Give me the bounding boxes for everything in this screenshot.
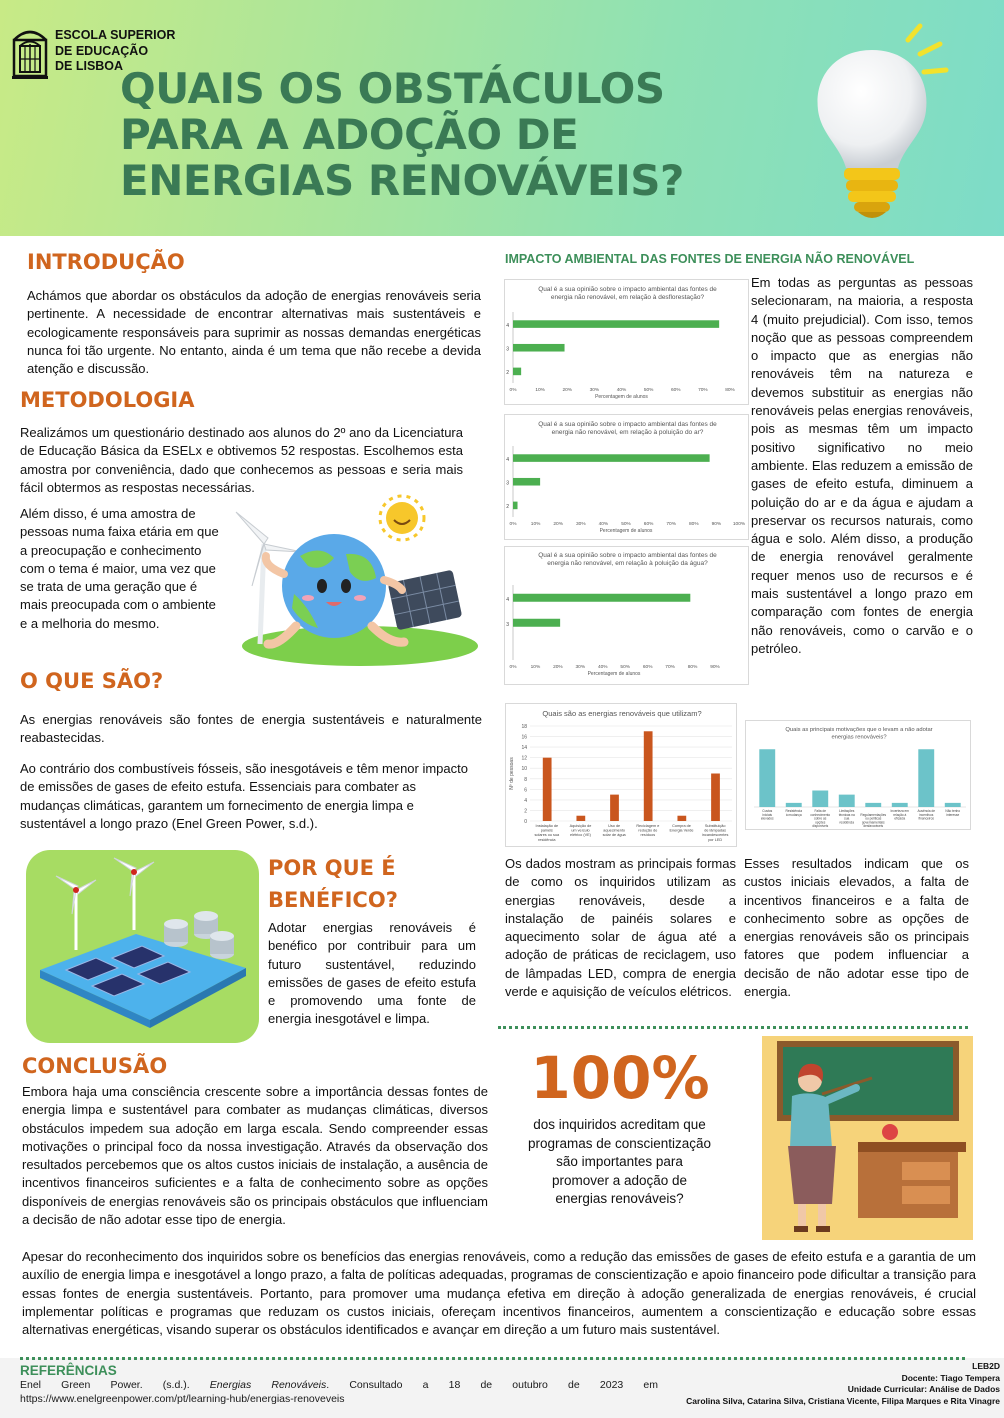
reference-entry [20, 1379, 658, 1393]
chart-category-label: Ausência de [917, 809, 936, 813]
school-name-line: ESCOLA SUPERIOR [55, 28, 176, 42]
chart-title-line: energia não renovável, em relação à desflorestação? [550, 294, 705, 301]
school-name-line: DE LISBOA [55, 59, 124, 73]
chart-category-label: um veículo [571, 828, 590, 833]
chart-category-label: Compra de [672, 824, 691, 828]
chart-category-label: Falta de [814, 809, 827, 813]
chart-tick-label: 16 [521, 734, 527, 741]
chart-category-label: residência [538, 837, 556, 842]
chart-category-label: governamentais [861, 820, 885, 825]
chart-axis-label: Percentagem de alunos [599, 528, 653, 534]
chart-category-label: Limitações [839, 809, 855, 813]
page-title-line: ENERGIAS RENOVÁVEIS? [120, 156, 684, 205]
conclusion-text-2: Apesar do reconhecimento dos inquiridos sobre os benefícios das energias renováveis, como a redução das emissões de gases de efeito estufa e a garantia de um auxílio de energia limpa e inesgotável a longo prazo, a falta de políticas adequadas, programas de conscientização e apoio financeiro pode dificultar a transição para essas fontes de energia sustentáveis. Portanto, para promover uma mudança efetiva em direção à adoção generalizada de energias renováveis, é crucial implementar políticas e programas que reduzam os custos iniciais, ofereçam incentivos financeiros, aumentem a conscientização e educação sobre essas alternativas energéticas, visando superar os obstáculos identificados e avançar em direção a um futuro mais sustentável. [22, 1249, 976, 1338]
chart-title: Quais são as energias renováveis que utilizam? [542, 709, 702, 718]
chart-category-label: ou políticas [865, 816, 882, 821]
chart-bar [513, 594, 690, 602]
impact-heading: IMPACTO AMBIENTAL DAS FONTES DE ENERGIA NÃO RENOVÁVEL [505, 252, 915, 266]
why-heading-line: BENÉFICO? [268, 888, 398, 912]
chart-title-line: energia não renovável, em relação à poluição do ar? [551, 429, 704, 436]
chart-tick-label: 40% [616, 388, 627, 393]
chart-category-label: Resistência [785, 809, 802, 813]
chart-tick-label: 10% [530, 665, 541, 670]
chart-tick-label: 90% [710, 665, 720, 670]
chart-bar [759, 749, 775, 807]
what-text-1: As energias renováveis são fontes de energia sustentáveis e naturalmente reabastecidas. [20, 712, 482, 746]
chart-category-label: à mudança [785, 812, 802, 817]
chart-category-label: redução de [638, 828, 658, 833]
chart-category-label: iniciais [762, 812, 773, 817]
chart-category-label: 3 [506, 480, 509, 487]
chart-category-label: técnicas na [838, 812, 855, 817]
chart-bar [892, 803, 908, 807]
chart-tick-label: 40% [597, 665, 608, 670]
chart-category-label: 3 [506, 621, 509, 628]
light-bulb-icon [800, 20, 950, 230]
chart-tick-label: 0 [524, 819, 527, 825]
chart-air-pollution [504, 414, 749, 540]
chart-water-pollution [504, 546, 749, 685]
chart-deforestation [504, 279, 749, 405]
divider-dotted-footer [20, 1357, 965, 1360]
chart-category-label: 4 [506, 456, 509, 463]
chart-category-label: Reciclagem e [636, 824, 660, 828]
chart-category-label: elevados [760, 816, 774, 821]
chart-category-label: relação à [893, 812, 907, 817]
chart-category-label: interesse [946, 812, 960, 817]
chart-bar [513, 619, 560, 627]
chart-category-label: Instalação de [535, 824, 559, 828]
chart-category-label: solares ou sua [534, 833, 560, 838]
impact-text: Em todas as perguntas as pessoas selecionaram, na maioria, a resposta 4 (muito prejudicial). Com isso, temos noção que as pessoas compreendem o impacto que as energias não renováveis têm na natureza e devemos substituir as energias não renováveis pelas energias renováveis, pois as mesmas têm um impacto positivo significativo no meio ambiente. Elas reduzem a emissão de gases de efeito estufa, diminuem a poluição do ar e da água e ajudam a preservar os recursos naturais, como água e solo. Além disso, a produção de energia renovável geralmente requer menos uso de recursos e é mais sustentável a longo prazo em comparação com fontes de energia não renováveis, como o carvão e o petróleo. [751, 275, 973, 656]
intro-text: Achámos que abordar os obstáculos da adoção de energias renováveis seria pertinente. A necessidade de encontrar alternativas mais sustentáveis e ecologicamente responsáveis para suprimir as nossas demandas energéticas nunca foi tão urgente. No entanto, ainda é um tema que não recebe a devida atenção e discussão. [27, 288, 481, 377]
chart-title-line: Quais as principais motivações que o levam a não adotar [785, 727, 933, 733]
chart-tick-label: 0% [509, 388, 517, 393]
chart-bar [513, 454, 710, 462]
chart-bar [513, 344, 565, 352]
stat-value: 100% [530, 1044, 710, 1112]
chart-tick-label: 0% [509, 665, 517, 670]
chart-tick-label: 90% [711, 522, 722, 527]
chart-title-line: energias renováveis? [831, 734, 887, 741]
school-name-line: DE EDUCAÇÃO [55, 43, 149, 58]
chart-deforestation-svg [505, 280, 750, 406]
chart-tick-label: 60% [642, 665, 653, 670]
chart-tick-label: 18 [521, 724, 527, 730]
chart-category-label: incentivos [919, 812, 934, 817]
chart-bar [839, 795, 855, 807]
chart-bar [513, 368, 521, 376]
chart-tick-label: 100% [732, 522, 746, 527]
chart-category-label: 2 [506, 370, 509, 377]
chart-title-line: Qual é a sua opinião sobre o impacto ambiental das fontes de [538, 552, 717, 559]
chart-tick-label: 60% [643, 522, 654, 527]
chart-bar [918, 749, 934, 807]
chart-bar [812, 791, 828, 808]
chart-bar [513, 478, 540, 486]
chart-tick-label: 30% [589, 388, 600, 393]
divider-dotted [498, 1026, 968, 1029]
chart-category-label: resíduos [640, 833, 656, 838]
chart-category-label: eficácia [894, 816, 906, 821]
chart-category-label: disponíveis [812, 824, 829, 829]
conclusion-text-1: Embora haja uma consciência crescente sobre a importância dessas fontes de energia limpa e sustentável para combater as mudanças climáticas, diversos obstáculos impedem sua adoção em larga escala. Sendo compreender essas motivações o principal foco da nossa investigação. Através da observação dos resultados percebemos que os altos custos iniciais de instalação, a ausência de incentivos financeiros suficientes e a falta de conhecimento sobre as opções disponíveis de energias renováveis são os principais obstáculos que influenciam a decisão de não adotar esse tipo de energia. [22, 1084, 488, 1228]
chart-category-label: Regulamentações [860, 812, 887, 817]
what-heading: O QUE SÃO? [20, 669, 164, 693]
chart-category-label: Incerteza em [890, 809, 909, 813]
chart-bar [576, 816, 585, 821]
chart-tick-label: 60% [670, 388, 681, 393]
method-text: Realizámos um questionário destinado aos alunos do 2º ano da Licenciatura de Educação Básica da ESELx e obtivemos 52 respostas. Escolhemos esta amostra por conveniência, dado que conhecemos as pessoas e seria mais fácil obtermos as respostas necessárias. [20, 425, 463, 495]
references-heading: REFERÊNCIAS [20, 1363, 117, 1378]
teacher-illustration [762, 1036, 973, 1240]
page-title-line: QUAIS OS OBSTÁCULOS [120, 64, 665, 113]
chart-category-label: desfavoráveis [863, 824, 884, 829]
chart-bar [945, 803, 961, 807]
chart-tick-label: 50% [621, 522, 631, 527]
chart-motivations [745, 720, 971, 830]
chart-title-line: Qual é a sua opinião sobre o impacto ambiental das fontes de [538, 421, 717, 428]
chart-category-label: conhecimento [810, 812, 831, 817]
why-heading [268, 852, 398, 916]
chart-renewable-usage-svg [506, 704, 738, 848]
chart-tick-label: 70% [698, 388, 708, 393]
chart-bar [711, 774, 720, 822]
renewable-energy-illustration [26, 850, 259, 1043]
chart-tick-label: 80% [687, 665, 698, 670]
chart-category-label: de lâmpadas [704, 828, 727, 833]
chart-category-label: elétrico (VE) [570, 833, 591, 838]
reference-consulted: . Consultado a 18 de outubro de 2023 em [326, 1379, 658, 1391]
chart-category-label: painéis [540, 828, 553, 833]
reference-title: Energias Renováveis [209, 1379, 327, 1391]
chart-air-pollution-svg [505, 415, 750, 541]
chart-bar [610, 795, 619, 821]
chart-category-label: Energia Verde [669, 828, 694, 833]
chart-tick-label: 50% [643, 388, 654, 393]
chart-bar [513, 502, 518, 510]
chart-category-label: Substituição [704, 824, 726, 828]
chart-category-label: por LED [708, 837, 723, 842]
chart-category-label: Não tenho [945, 809, 961, 813]
chart-tick-label: 70% [666, 522, 677, 527]
chart-category-label: sobre as [814, 816, 827, 821]
chart-category-label: solar de água [602, 833, 626, 838]
chart-bar [543, 758, 552, 821]
chart-axis-label: Percentagem de alunos [587, 671, 641, 677]
method-text-2: Além disso, é uma amostra de pessoas numa faixa etária em que a preocupação e conhecimento com o tema é maior, uma vez que se trata de uma geração que é mais preocupada com o ambiente e a melhoria do mesmo. [20, 506, 219, 631]
chart-tick-label: 80% [688, 522, 699, 527]
chart-tick-label: 20% [553, 665, 563, 670]
reference-url[interactable]: https://www.enelgreenpower.com/pt/learning-hub/energias-renoveveis [20, 1393, 345, 1405]
chart-bar [513, 320, 719, 328]
chart-tick-label: 10 [521, 766, 527, 773]
chart-bar [677, 816, 686, 821]
credits-line: Unidade Curricular: Análise de Dados [847, 1384, 1000, 1394]
chart-tick-label: 8 [524, 776, 527, 783]
chart-category-label: Aquisição de [569, 824, 592, 828]
chart-tick-label: 2 [524, 808, 527, 815]
chart-tick-label: 30% [575, 522, 586, 527]
chart-title-line: energia não renovável, em relação à poluição da água? [547, 560, 708, 567]
chart-category-label: residência [839, 820, 855, 825]
chart-tick-label: 10% [535, 388, 545, 393]
chart-category-label: 4 [506, 322, 509, 329]
intro-heading: INTRODUÇÃO [27, 250, 185, 274]
chart-tick-label: 80% [725, 388, 735, 393]
chart-category-label: sua [844, 816, 850, 821]
chart-category-label: incandescentes [701, 833, 729, 838]
chart-category-label: 2 [506, 504, 509, 511]
chart-category-label: 3 [506, 346, 509, 353]
usage-text: Os dados mostram as principais formas de como os inquiridos utilizam as energias renováveis, desde a instalação de painéis solares e aquecimento solar de água até a adoção de práticas de reciclagem, uso de lâmpadas LED, compra de energia verde e aquisição de veículos elétricos. [505, 856, 736, 1000]
earth-character-illustration [222, 494, 480, 670]
chart-bar [865, 803, 881, 807]
chart-motivations-svg [746, 721, 972, 831]
chart-tick-label: 70% [665, 665, 675, 670]
chart-tick-label: 50% [620, 665, 631, 670]
chart-axis-label: Percentagem de alunos [595, 394, 648, 400]
chart-tick-label: 12 [521, 755, 527, 762]
chart-tick-label: 14 [521, 745, 527, 752]
page-title [120, 66, 760, 204]
chart-category-label: Uso de [608, 824, 621, 828]
credits [640, 1361, 1000, 1407]
chart-tick-label: 10% [530, 522, 541, 527]
chart-tick-label: 4 [524, 797, 527, 804]
chart-tick-label: 30% [575, 665, 586, 670]
reference-author: Enel Green Power. (s.d.). [20, 1379, 210, 1391]
chart-tick-label: 20% [553, 522, 564, 527]
credits-line: Carolina Silva, Catarina Silva, Cristiana Vicente, Filipa Marques e Rita Vinagre [686, 1395, 1000, 1406]
chart-category-label: 4 [506, 596, 509, 603]
credits-line: LEB2D [972, 1361, 1000, 1371]
chart-category-label: Custos [762, 809, 773, 813]
chart-category-label: aquecimento [603, 828, 626, 833]
page-title-line: PARA A ADOÇÃO DE [120, 110, 579, 159]
chart-axis-label: Nº de pessoas [509, 757, 515, 790]
motivations-text: Esses resultados indicam que os custos iniciais elevados, a falta de incentivos financeiros e a falta de conhecimento sobre as opções de energias renováveis são os principais fatores que podem influenciar a decisão de não adotar esse tipo de energia. [744, 856, 969, 1000]
why-text: Adotar energias renováveis é benéfico por contribuir para um futuro sustentável, reduzindo emissões de gases de efeito estufa e promovendo uma fonte de energia inesgotável e limpa. [268, 920, 476, 1027]
chart-category-label: opções [815, 820, 826, 825]
chart-tick-label: 6 [524, 787, 527, 794]
chart-bar [644, 731, 653, 821]
why-heading-line: POR QUE É [268, 856, 396, 880]
what-text-2: Ao contrário dos combustíveis fósseis, são inesgotáveis e têm menor impacto de emissões de gases de efeito estufa. Essenciais para combater as mudanças climáticas, garantem um fornecimento de energia limpa e sustentável a longo prazo (Enel Green Power, s.d.). [20, 761, 468, 831]
chart-title-line: Qual é a sua opinião sobre o impacto ambiental das fontes de [538, 286, 717, 293]
chart-renewable-usage [505, 703, 737, 847]
credits-line: Docente: Tiago Tempera [901, 1372, 1000, 1383]
chart-tick-label: 0% [509, 522, 517, 527]
school-logo-icon [10, 26, 50, 80]
chart-bar [786, 803, 802, 807]
chart-category-label: financeiros [918, 816, 934, 821]
method-heading: METODOLOGIA [20, 388, 195, 412]
chart-tick-label: 20% [562, 388, 573, 393]
stat-caption: dos inquiridos acreditam que programas de conscientização são importantes para promover a adoção de energias renováveis? [527, 1117, 712, 1206]
chart-tick-label: 40% [598, 522, 609, 527]
conclusion-heading: CONCLUSÃO [22, 1054, 168, 1078]
chart-water-pollution-svg [505, 547, 750, 686]
